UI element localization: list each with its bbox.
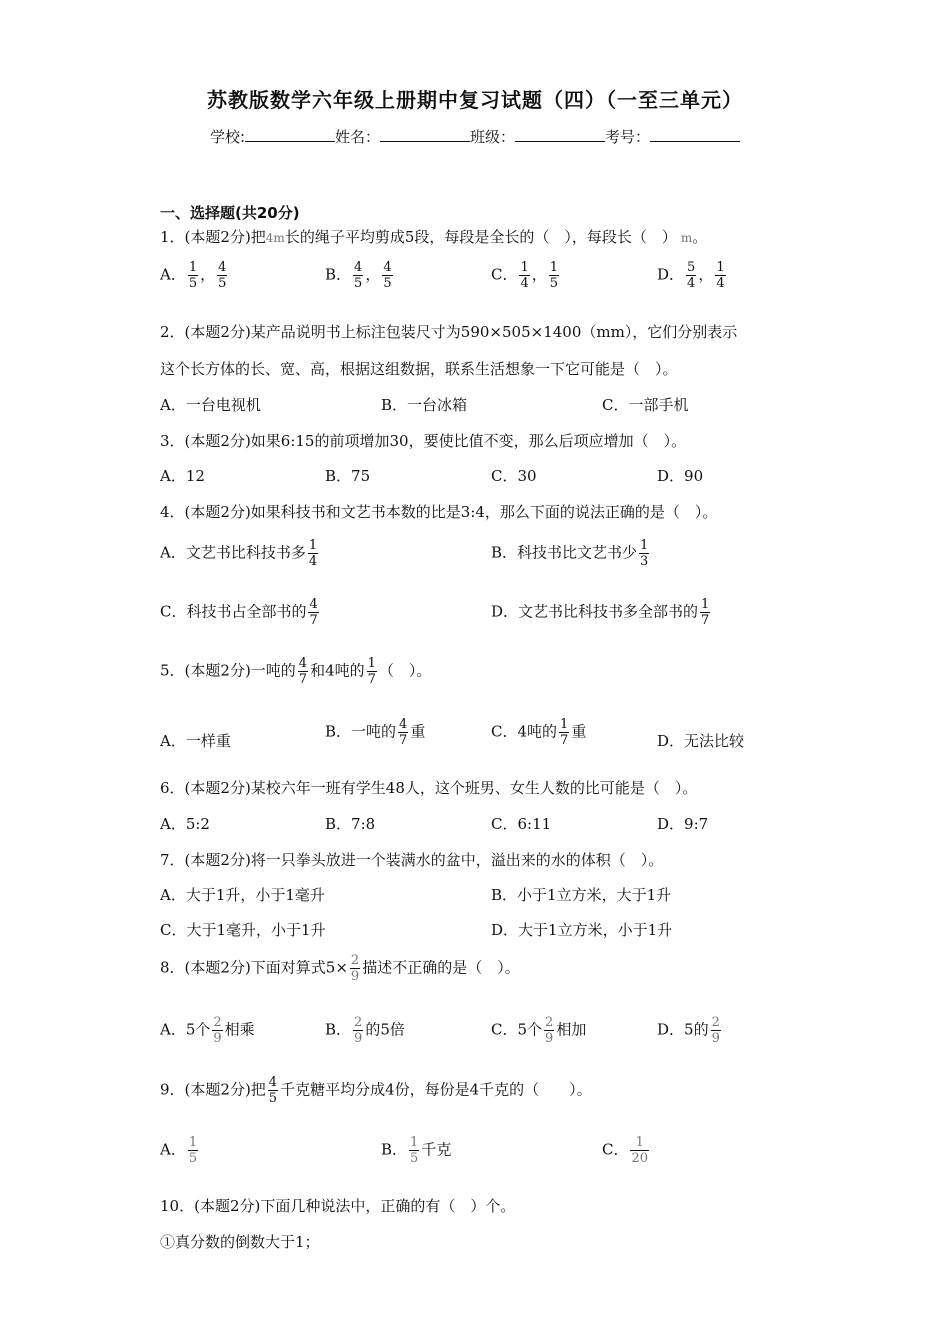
q6-option-d[interactable]: D．9:7 [657,815,709,833]
question-5: 5．(本题2分)一吨的 $\frac{4}{7}$ 和4吨的 $\frac{1}{7}$ （ ）。 [160,656,432,687]
school-label: 学校: [209,128,245,146]
question-8: 8．(本题2分)下面对算式5× $\frac{2}{9}$ 描述不正确的是（ ）。 [160,953,520,984]
page-title: 苏教版数学六年级上册期中复习试题（四）（一至三单元） [207,88,743,112]
q8-option-d[interactable]: D．5的 $\frac{2}{9}$ [657,1015,720,1046]
class-label: 班级： [470,128,516,146]
q2-option-c[interactable]: C．一部手机 [602,396,689,414]
q7-option-a[interactable]: A．大于1升，小于1毫升 [160,886,325,904]
q2-option-b[interactable]: B．一台冰箱 [381,396,468,414]
question-2-line1: 2．(本题2分)某产品说明书上标注包装尺寸为590×505×1400（mm），它们分别表示 [160,323,738,341]
q6-option-b[interactable]: B．7:8 [325,815,376,833]
school-blank[interactable] [245,127,335,142]
q5-option-a[interactable]: A．一样重 [160,732,231,750]
q8-option-a[interactable]: A．5个 $\frac{2}{9}$ 相乘 [160,1015,255,1046]
q8-option-b[interactable]: B． $\frac{2}{9}$ 的5倍 [325,1015,405,1046]
q7-option-d[interactable]: D．大于1立方米，小于1升 [491,921,673,939]
question-2-line2: 这个长方体的长、宽、高，根据这组数据，联系生活想象一下它可能是（ ）。 [160,360,678,378]
question-4: 4．(本题2分)如果科技书和文艺书本数的比是3:4，那么下面的说法正确的是（ ）。 [160,503,718,521]
exam-no-label: 考号： [605,128,651,146]
question-7: 7．(本题2分)将一只拳头放进一个装满水的盆中，溢出来的水的体积（ ）。 [160,851,664,869]
exam-no-blank[interactable] [650,127,740,142]
q4-option-a[interactable]: A．文艺书比科技书多 $\frac{1}{4}$ [160,538,318,569]
q4-option-d[interactable]: D．文艺书比科技书多全部书的 $\frac{1}{7}$ [491,597,710,628]
name-blank[interactable] [380,127,470,142]
q3-option-a[interactable]: A．12 [160,467,205,485]
q1-option-a[interactable]: A． $\frac{1}{5}$ ， $\frac{4}{5}$ [160,260,227,291]
q2-option-a[interactable]: A．一台电视机 [160,396,261,414]
q6-option-c[interactable]: C．6:11 [491,815,552,833]
q3-option-c[interactable]: C．30 [491,467,537,485]
q7-option-c[interactable]: C．大于1毫升，小于1升 [160,921,326,939]
name-label: 姓名： [335,128,381,146]
q1-option-b[interactable]: B． $\frac{4}{5}$ ， $\frac{4}{5}$ [325,260,392,291]
student-info [0,126,950,147]
q3-option-b[interactable]: B．75 [325,467,371,485]
q9-option-b[interactable]: B． $\frac{1}{5}$ 千克 [381,1135,452,1166]
q5-option-b[interactable]: B．一吨的 $\frac{4}{7}$ 重 [325,717,426,748]
q1-option-c[interactable]: C． $\frac{1}{4}$ ， $\frac{1}{5}$ [491,260,559,291]
q4-option-c[interactable]: C．科技书占全部书的 $\frac{4}{7}$ [160,597,318,628]
q1-option-d[interactable]: D． $\frac{5}{4}$ ， $\frac{1}{4}$ [657,260,725,291]
question-6: 6．(本题2分)某校六年一班有学生48人，这个班男、女生人数的比可能是（ ）。 [160,779,698,797]
q8-option-c[interactable]: C．5个 $\frac{2}{9}$ 相加 [491,1015,587,1046]
question-3: 3．(本题2分)如果6:15的前项增加30，要使比值不变，那么后项应增加（ ）。 [160,432,687,450]
q5-option-c[interactable]: C．4吨的 $\frac{1}{7}$ 重 [491,717,587,748]
q10-statement-1: ①真分数的倒数大于1； [160,1233,320,1251]
question-10: 10．(本题2分)下面几种说法中，正确的有（ ）个。 [160,1197,516,1215]
q3-option-d[interactable]: D．90 [657,467,704,485]
question-9: 9．(本题2分)把 $\frac{4}{5}$ 千克糖平均分成4份，每份是4千克的（ ）。 [160,1075,592,1106]
q9-option-c[interactable]: C． $\frac{1}{20}$ [602,1135,649,1166]
question-1: 1．(本题2分)把4m长的绳子平均剪成5段，每段是全长的（ ），每段长（ ） m。 [160,228,708,246]
q9-option-a[interactable]: A． $\frac{1}{5}$ [160,1135,198,1166]
q4-option-b[interactable]: B．科技书比文艺书少 $\frac{1}{3}$ [491,538,649,569]
q6-option-a[interactable]: A．5:2 [160,815,210,833]
section-heading: 一、选择题(共20分) [160,204,300,222]
q5-option-d[interactable]: D．无法比较 [657,732,745,750]
q7-option-b[interactable]: B．小于1立方米，大于1升 [491,886,672,904]
class-blank[interactable] [515,127,605,142]
